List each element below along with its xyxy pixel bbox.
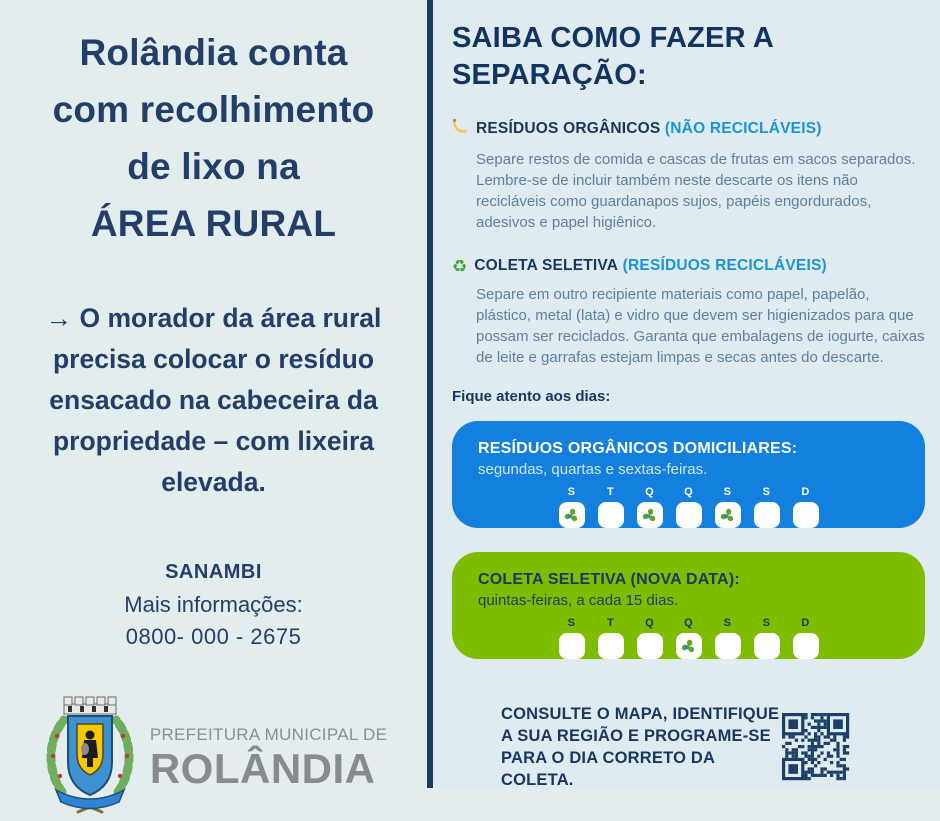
title-line: de lixo na — [127, 146, 300, 187]
day-letter: S — [723, 486, 732, 498]
collection-day-square — [715, 502, 741, 528]
day-square — [715, 633, 741, 659]
day-letter: T — [606, 486, 615, 498]
day-letter: Q — [645, 617, 654, 629]
contact-block — [124, 561, 303, 650]
org-name: SANAMBI — [165, 561, 262, 583]
section-title-suffix: (RESÍDUOS RECICLÁVEIS) — [622, 257, 827, 274]
day-letters — [559, 486, 819, 498]
logo-title: ROLÂNDIA — [149, 744, 376, 792]
day-square — [598, 502, 624, 528]
card-title: RESÍDUOS ORGÂNICOS DOMICILIARES: — [478, 440, 798, 457]
title-line: com recolhimento — [52, 89, 375, 130]
day-letter: D — [801, 617, 810, 629]
logo-text — [150, 726, 387, 790]
section-body: Separe em outro recipiente materiais como papel, papelão, plástico, metal (lata) e vidro que devem ser higienizados para que possam ser reciclados. Garanta que embalagens de iogurte, caixas de leite e garrafas estejam limpas e secas antes do descarte. — [476, 286, 925, 366]
footer-line: A SUA REGIÃO E PROGRAME-SE — [501, 727, 771, 745]
day-letter: Q — [684, 617, 693, 629]
day-letter: Q — [645, 486, 654, 498]
title-line: ÁREA RURAL — [90, 203, 337, 244]
card-subtitle: quintas-feiras, a cada 15 dias. — [478, 592, 679, 609]
collection-day-square — [637, 502, 663, 528]
day-squares — [559, 633, 819, 659]
card-title: COLETA SELETIVA (NOVA DATA): — [478, 571, 740, 588]
day-letter: S — [762, 617, 771, 629]
coat-of-arms-icon — [40, 694, 140, 821]
section-head — [452, 118, 928, 140]
day-letter: S — [567, 617, 576, 629]
day-square — [793, 502, 819, 528]
organic-waste-section — [452, 118, 928, 233]
map-instructions — [501, 703, 782, 791]
qr-code — [782, 713, 850, 781]
day-square — [637, 633, 663, 659]
day-letters — [559, 617, 819, 629]
day-square — [598, 633, 624, 659]
day-letter: S — [567, 486, 576, 498]
days-attention-label: Fique atento aos dias: — [452, 388, 611, 405]
footer-line: CONSULTE O MAPA, IDENTIFIQUE — [501, 705, 780, 723]
section-head — [452, 257, 928, 275]
section-title: COLETA SELETIVA — [474, 257, 619, 274]
day-letter: Q — [684, 486, 693, 498]
left-panel — [0, 0, 427, 792]
separation-heading: SAIBA COMO FAZER A SEPARAÇÃO: — [452, 22, 773, 91]
banana-icon — [452, 118, 469, 140]
day-letter: S — [762, 486, 771, 498]
right-panel — [433, 0, 940, 788]
logo-subtitle: PREFEITURA MUNICIPAL DE — [149, 724, 388, 744]
section-body: Separe restos de comida e cascas de frutas em sacos separados. Lembre-se de incluir também neste descarte os itens não recicláveis como guardanapos sujos, papéis engordurados, adesivos e papel higiênico. — [476, 151, 916, 231]
card-subtitle: segundas, quartas e sextas-feiras. — [478, 461, 708, 478]
day-letter: S — [723, 617, 732, 629]
selective-schedule-card — [452, 552, 925, 659]
footer — [452, 703, 928, 791]
collection-day-square — [559, 502, 585, 528]
day-letter: D — [801, 486, 810, 498]
info-label: Mais informações: — [124, 592, 303, 617]
day-square — [754, 502, 780, 528]
day-letter: T — [606, 617, 615, 629]
day-grid — [478, 617, 899, 659]
day-square — [793, 633, 819, 659]
day-grid — [478, 486, 899, 528]
selective-collection-section — [452, 257, 928, 368]
section-title: RESÍDUOS ORGÂNICOS — [476, 120, 661, 137]
day-squares — [559, 502, 819, 528]
day-square — [754, 633, 780, 659]
section-title-suffix: (NÃO RECICLÁVEIS) — [664, 120, 822, 137]
organic-schedule-card — [452, 421, 925, 528]
recycle-icon: ♻ — [452, 256, 468, 276]
title-line: Rolândia conta — [79, 32, 348, 73]
footer-line: PARA O DIA CORRETO DA COLETA. — [501, 749, 715, 789]
page-title — [53, 24, 375, 252]
day-square — [559, 633, 585, 659]
rural-instructions-paragraph: → O morador da área rural precisa colocar o resíduo ensacado na cabeceira da propriedade – com lixeira elevada. — [45, 303, 382, 497]
phone-number: 0800- 000 - 2675 — [125, 624, 302, 649]
day-square — [676, 502, 702, 528]
collection-day-square — [676, 633, 702, 659]
city-hall-logo — [40, 694, 387, 821]
